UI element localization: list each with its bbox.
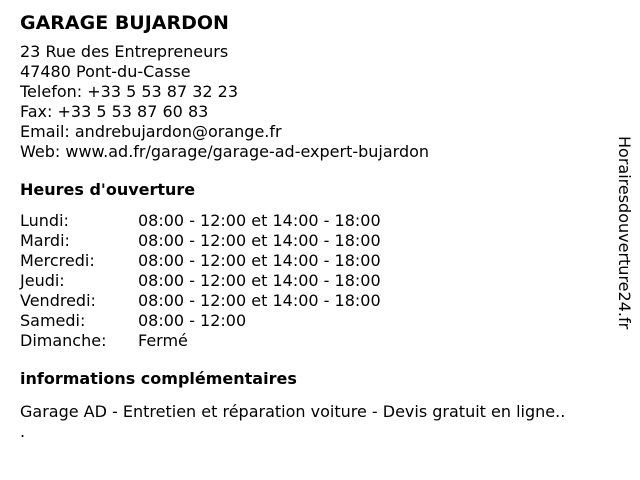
hours-time: 08:00 - 12:00 et 14:00 - 18:00 <box>138 291 381 310</box>
info-heading: informations complémentaires <box>20 369 297 388</box>
hours-row <box>20 211 610 231</box>
info-text-line: Garage AD - Entretien et réparation voiture - Devis gratuit en ligne.. <box>20 402 566 421</box>
hours-day: Lundi: <box>20 211 69 230</box>
info-text-line: . <box>20 422 26 441</box>
hours-time: 08:00 - 12:00 et 14:00 - 18:00 <box>138 231 381 250</box>
hours-time: 08:00 - 12:00 <box>138 311 247 330</box>
hours-row <box>20 291 610 311</box>
business-name: GARAGE BUJARDON <box>20 12 229 34</box>
hours-day: Mardi: <box>20 231 70 250</box>
hours-day: Mercredi: <box>20 251 95 270</box>
hours-row <box>20 311 610 331</box>
info-text <box>20 402 610 442</box>
hours-heading: Heures d'ouverture <box>20 180 196 199</box>
hours-row <box>20 331 610 351</box>
hours-table <box>20 211 610 351</box>
hours-row <box>20 251 610 271</box>
site-credit-vertical: Horairesdouverture24.fr <box>615 136 634 330</box>
fax-number: Fax: +33 5 53 87 60 83 <box>20 102 209 121</box>
hours-day: Jeudi: <box>20 271 65 290</box>
hours-time: 08:00 - 12:00 et 14:00 - 18:00 <box>138 211 381 230</box>
phone-number: Telefon: +33 5 53 87 32 23 <box>20 82 239 101</box>
email-address: Email: andrebujardon@orange.fr <box>20 122 282 141</box>
hours-time: Fermé <box>138 331 188 350</box>
hours-time: 08:00 - 12:00 et 14:00 - 18:00 <box>138 251 381 270</box>
street-address: 23 Rue des Entrepreneurs <box>20 42 229 61</box>
hours-day: Samedi: <box>20 311 86 330</box>
business-card <box>20 11 610 442</box>
hours-day: Vendredi: <box>20 291 96 310</box>
website-address: Web: www.ad.fr/garage/garage-ad-expert-bujardon <box>20 142 430 161</box>
hours-row <box>20 231 610 251</box>
hours-time: 08:00 - 12:00 et 14:00 - 18:00 <box>138 271 381 290</box>
hours-day: Dimanche: <box>20 331 107 350</box>
hours-row <box>20 271 610 291</box>
city-address: 47480 Pont-du-Casse <box>20 62 191 81</box>
contact-block <box>20 42 610 162</box>
